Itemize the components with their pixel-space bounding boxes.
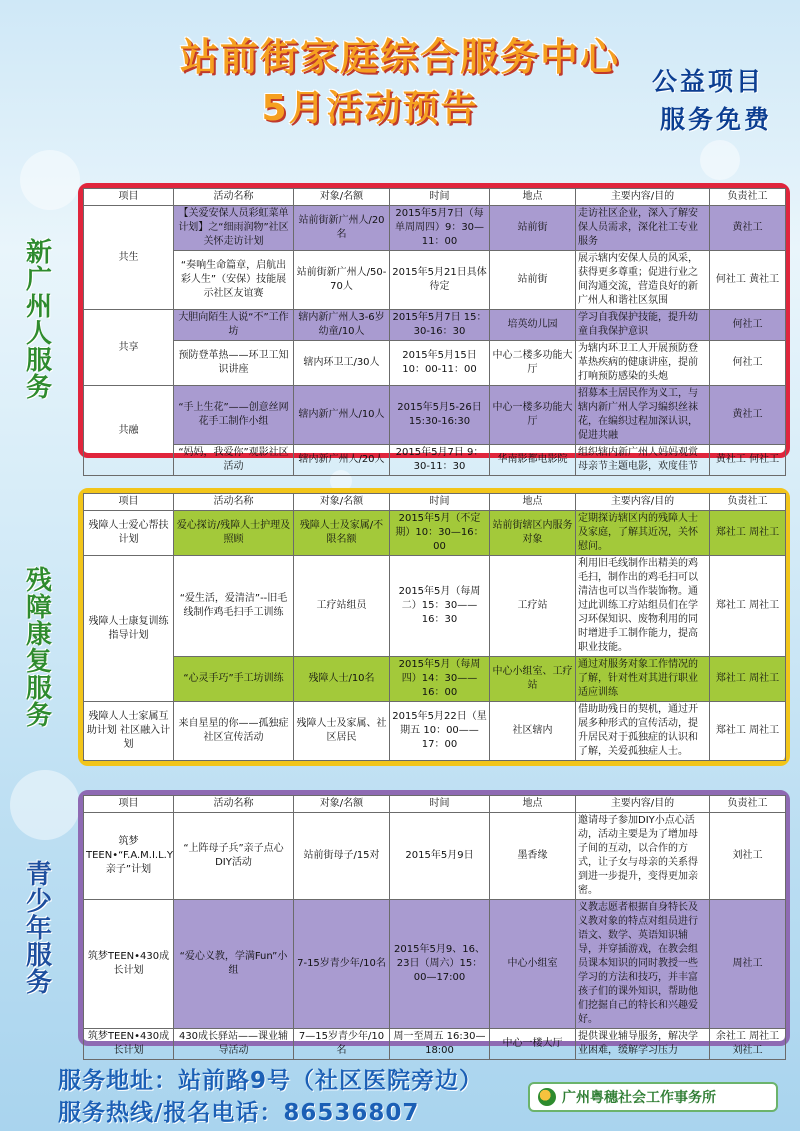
activity-name: 430成长驿站——课业辅导活动 bbox=[174, 1029, 294, 1060]
background-bubble bbox=[700, 140, 740, 180]
organization-name: 广州粤穗社会工作事务所 bbox=[562, 1090, 716, 1106]
target-cell: 站前街新广州人/50-70人 bbox=[294, 251, 390, 310]
table-row bbox=[84, 1029, 786, 1060]
worker-cell: 郑社工 周社工 bbox=[710, 657, 786, 702]
place-cell: 中心二楼多功能大厅 bbox=[490, 341, 576, 386]
activity-name: 【关爱安保人员彩虹菜单计划】之“细雨润物”社区关怀走访计划 bbox=[174, 206, 294, 251]
background-bubble bbox=[20, 150, 80, 210]
target-cell: 辖内新广州人/20人 bbox=[294, 445, 390, 476]
target-cell: 7-15岁青少年/10名 bbox=[294, 900, 390, 1029]
column-header: 活动名称 bbox=[174, 796, 294, 813]
time-cell: 2015年5月7日 9：30-11：30 bbox=[390, 445, 490, 476]
time-cell: 2015年5月9、16、23日（周六）15：00—17:00 bbox=[390, 900, 490, 1029]
table-row bbox=[84, 511, 786, 556]
column-header: 地点 bbox=[490, 796, 576, 813]
worker-cell: 何社工 bbox=[710, 310, 786, 341]
background-bubble bbox=[10, 770, 80, 840]
table-row bbox=[84, 556, 786, 657]
section1-panel bbox=[78, 183, 790, 472]
target-cell: 辖内环卫工/30人 bbox=[294, 341, 390, 386]
target-cell: 7—15岁青少年/10名 bbox=[294, 1029, 390, 1060]
place-cell: 站前街 bbox=[490, 206, 576, 251]
time-cell: 2015年5月7日（每单周周四）9：30—11：00 bbox=[390, 206, 490, 251]
table-row bbox=[84, 341, 786, 386]
activity-name: “爱生活，爱清洁”--旧毛线制作鸡毛扫手工训练 bbox=[174, 556, 294, 657]
place-cell: 中心一楼大厅 bbox=[490, 1029, 576, 1060]
table-row bbox=[84, 900, 786, 1029]
column-header: 项目 bbox=[84, 796, 174, 813]
goal-cell: 定期探访辖区内的残障人士及家庭，了解其近况，关怀慰问。 bbox=[576, 511, 710, 556]
table-row bbox=[84, 445, 786, 476]
column-header: 对象/名额 bbox=[294, 189, 390, 206]
time-cell: 2015年5月（不定期）10：30—16：00 bbox=[390, 511, 490, 556]
column-header: 负责社工 bbox=[710, 796, 786, 813]
table-header-row bbox=[84, 796, 786, 813]
goal-cell: 邀请母子参加DIY小点心活动，活动主要是为了增加母子间的互动，以合作的方式，让子女与母亲的关系得到进一步提升，变得更加亲密。 bbox=[576, 813, 710, 900]
project-cell: 共生 bbox=[84, 206, 174, 310]
goal-cell: 义教志愿者根据自身特长及义教对象的特点对组员进行语文、数学、英语知识辅导，并穿插游戏，在教会组员课本知识的同时教授一些学习的方法和技巧，并丰富孩子们的课外知识，帮助他们挖掘自己的特长和兴趣爱好。 bbox=[576, 900, 710, 1029]
service-address: 服务地址：站前路9号（社区医院旁边） bbox=[58, 1068, 484, 1094]
goal-cell: 为辖内环卫工人开展预防登革热疾病的健康讲座，提前打响预防感染的头炮 bbox=[576, 341, 710, 386]
goal-cell: 组织辖内新广州人妈妈观赏母亲节主题电影，欢度佳节 bbox=[576, 445, 710, 476]
section1-table bbox=[83, 188, 786, 476]
column-header: 时间 bbox=[390, 494, 490, 511]
goal-cell: 学习自我保护技能，提升幼童自我保护意识 bbox=[576, 310, 710, 341]
time-cell: 2015年5月15日 10：00-11：00 bbox=[390, 341, 490, 386]
column-header: 时间 bbox=[390, 796, 490, 813]
target-cell: 辖内新广州人3-6岁幼童/10人 bbox=[294, 310, 390, 341]
column-header: 主要内容/目的 bbox=[576, 189, 710, 206]
place-cell: 中心小组室 bbox=[490, 900, 576, 1029]
target-cell: 辖内新广州人/10人 bbox=[294, 386, 390, 445]
column-header: 地点 bbox=[490, 494, 576, 511]
time-cell: 周一至周五 16:30—18:00 bbox=[390, 1029, 490, 1060]
column-header: 负责社工 bbox=[710, 494, 786, 511]
goal-cell: 招募本土居民作为义工，与辖内新广州人学习编织丝袜花，在编织过程加深认识，促进共融 bbox=[576, 386, 710, 445]
worker-cell: 刘社工 bbox=[710, 813, 786, 900]
section3-label: 青少年服务 bbox=[25, 860, 52, 998]
table-header-row bbox=[84, 494, 786, 511]
column-header: 时间 bbox=[390, 189, 490, 206]
worker-cell: 郑社工 周社工 bbox=[710, 511, 786, 556]
activity-name: 大胆向陌生人说“不”工作坊 bbox=[174, 310, 294, 341]
slogan-line-1: 公益项目 bbox=[651, 67, 764, 96]
service-hotline: 服务热线/报名电话：86536807 bbox=[58, 1100, 420, 1126]
target-cell: 站前街母子/15对 bbox=[294, 813, 390, 900]
worker-cell: 郑社工 周社工 bbox=[710, 556, 786, 657]
table-header-row bbox=[84, 189, 786, 206]
worker-cell: 黄社工 bbox=[710, 206, 786, 251]
column-header: 地点 bbox=[490, 189, 576, 206]
place-cell: 中心小组室、工疗站 bbox=[490, 657, 576, 702]
time-cell: 2015年5月21日具体待定 bbox=[390, 251, 490, 310]
activity-name: “妈妈，我爱你”观影社区活动 bbox=[174, 445, 294, 476]
column-header: 活动名称 bbox=[174, 189, 294, 206]
place-cell: 培英幼儿园 bbox=[490, 310, 576, 341]
time-cell: 2015年5月5-26日 15:30-16:30 bbox=[390, 386, 490, 445]
worker-cell: 何社工 黄社工 bbox=[710, 251, 786, 310]
project-cell: 筑梦 TEEN•“F.A.M.I.L.Y亲子”计划 bbox=[84, 813, 174, 900]
place-cell: 墨香缘 bbox=[490, 813, 576, 900]
place-cell: 站前街 bbox=[490, 251, 576, 310]
table-row bbox=[84, 251, 786, 310]
project-cell: 残障人人士家属互助计划 社区融入计划 bbox=[84, 702, 174, 761]
table-row bbox=[84, 657, 786, 702]
time-cell: 2015年5月（每周二）15：30——16：30 bbox=[390, 556, 490, 657]
goal-cell: 借助助残日的契机，通过开展多种形式的宣传活动，提升居民对于孤独症的认识和了解，关爱孤独症人士。 bbox=[576, 702, 710, 761]
column-header: 活动名称 bbox=[174, 494, 294, 511]
worker-cell: 郑社工 周社工 bbox=[710, 702, 786, 761]
time-cell: 2015年5月22日（星期五 10：00——17：00 bbox=[390, 702, 490, 761]
target-cell: 站前街新广州人/20名 bbox=[294, 206, 390, 251]
table-row bbox=[84, 813, 786, 900]
worker-cell: 周社工 bbox=[710, 900, 786, 1029]
worker-cell: 余社工 周社工 刘社工 bbox=[710, 1029, 786, 1060]
section3-panel bbox=[78, 790, 790, 1056]
column-header: 对象/名额 bbox=[294, 796, 390, 813]
goal-cell: 通过对服务对象工作情况的了解，针对性对其进行职业适应训练 bbox=[576, 657, 710, 702]
column-header: 对象/名额 bbox=[294, 494, 390, 511]
place-cell: 工疗站 bbox=[490, 556, 576, 657]
project-cell: 残障人士康复训练指导计划 bbox=[84, 556, 174, 702]
column-header: 主要内容/目的 bbox=[576, 796, 710, 813]
column-header: 主要内容/目的 bbox=[576, 494, 710, 511]
target-cell: 残障人士/10名 bbox=[294, 657, 390, 702]
section2-table bbox=[83, 493, 786, 761]
table-row bbox=[84, 310, 786, 341]
place-cell: 华南影都电影院 bbox=[490, 445, 576, 476]
section2-panel bbox=[78, 488, 790, 766]
section1-label: 新广州人服务 bbox=[25, 238, 52, 403]
section2-label: 残障康复服务 bbox=[25, 566, 52, 731]
place-cell: 站前街辖区内服务对象 bbox=[490, 511, 576, 556]
time-cell: 2015年5月（每周四）14：30——16：00 bbox=[390, 657, 490, 702]
worker-cell: 何社工 bbox=[710, 341, 786, 386]
time-cell: 2015年5月7日 15：30-16：30 bbox=[390, 310, 490, 341]
project-cell: 共享 bbox=[84, 310, 174, 386]
target-cell: 残障人士及家属/不限名额 bbox=[294, 511, 390, 556]
place-cell: 社区辖内 bbox=[490, 702, 576, 761]
column-header: 项目 bbox=[84, 494, 174, 511]
column-header: 负责社工 bbox=[710, 189, 786, 206]
section3-table bbox=[83, 795, 786, 1060]
project-cell: 筑梦TEEN•430成长计划 bbox=[84, 1029, 174, 1060]
activity-name: “爱心义教，学满Fun”小组 bbox=[174, 900, 294, 1029]
table-row bbox=[84, 206, 786, 251]
goal-cell: 利用旧毛线制作出精美的鸡毛扫，制作出的鸡毛扫可以清洁也可以当作装饰物。通过此训练工疗站组员们在学习环保知识、废物利用的同时增进手工制作能力，提高职业技能。 bbox=[576, 556, 710, 657]
activity-name: “手上生花”——创意丝网花手工制作小组 bbox=[174, 386, 294, 445]
page-subtitle: 5月活动预告 bbox=[261, 88, 479, 129]
project-cell: 共融 bbox=[84, 386, 174, 476]
project-cell: 残障人士爱心帮扶计划 bbox=[84, 511, 174, 556]
target-cell: 工疗站组员 bbox=[294, 556, 390, 657]
activity-name: “上阵母子兵”亲子点心DIY活动 bbox=[174, 813, 294, 900]
slogan-line-2: 服务免费 bbox=[659, 105, 772, 134]
activity-name: “心灵手巧”手工坊训练 bbox=[174, 657, 294, 702]
place-cell: 中心一楼多功能大厅 bbox=[490, 386, 576, 445]
goal-cell: 提供课业辅导服务，解决学业困难，缓解学习压力 bbox=[576, 1029, 710, 1060]
activity-name: 来自星星的你——孤独症社区宣传活动 bbox=[174, 702, 294, 761]
worker-cell: 黄社工 bbox=[710, 386, 786, 445]
target-cell: 残障人士及家属、社区居民 bbox=[294, 702, 390, 761]
page-title: 站前街家庭综合服务中心 bbox=[179, 35, 620, 79]
time-cell: 2015年5月9日 bbox=[390, 813, 490, 900]
activity-name: 预防登革热——环卫工知识讲座 bbox=[174, 341, 294, 386]
project-cell: 筑梦TEEN•430成长计划 bbox=[84, 900, 174, 1029]
goal-cell: 走访社区企业，深入了解安保人员需求，深化社工专业服务 bbox=[576, 206, 710, 251]
worker-cell: 黄社工 何社工 bbox=[710, 445, 786, 476]
organization-badge bbox=[528, 1082, 778, 1112]
goal-cell: 展示辖内安保人员的风采，获得更多尊重；促进行业之间沟通交流，营造良好的新广州人和谐社区氛围 bbox=[576, 251, 710, 310]
table-row bbox=[84, 702, 786, 761]
column-header: 项目 bbox=[84, 189, 174, 206]
table-row bbox=[84, 386, 786, 445]
organization-logo-icon bbox=[538, 1088, 556, 1106]
activity-name: “奏响生命篇章，启航出彩人生”（安保）技能展示社区友谊赛 bbox=[174, 251, 294, 310]
activity-name: 爱心探访/残障人士护理及照顾 bbox=[174, 511, 294, 556]
